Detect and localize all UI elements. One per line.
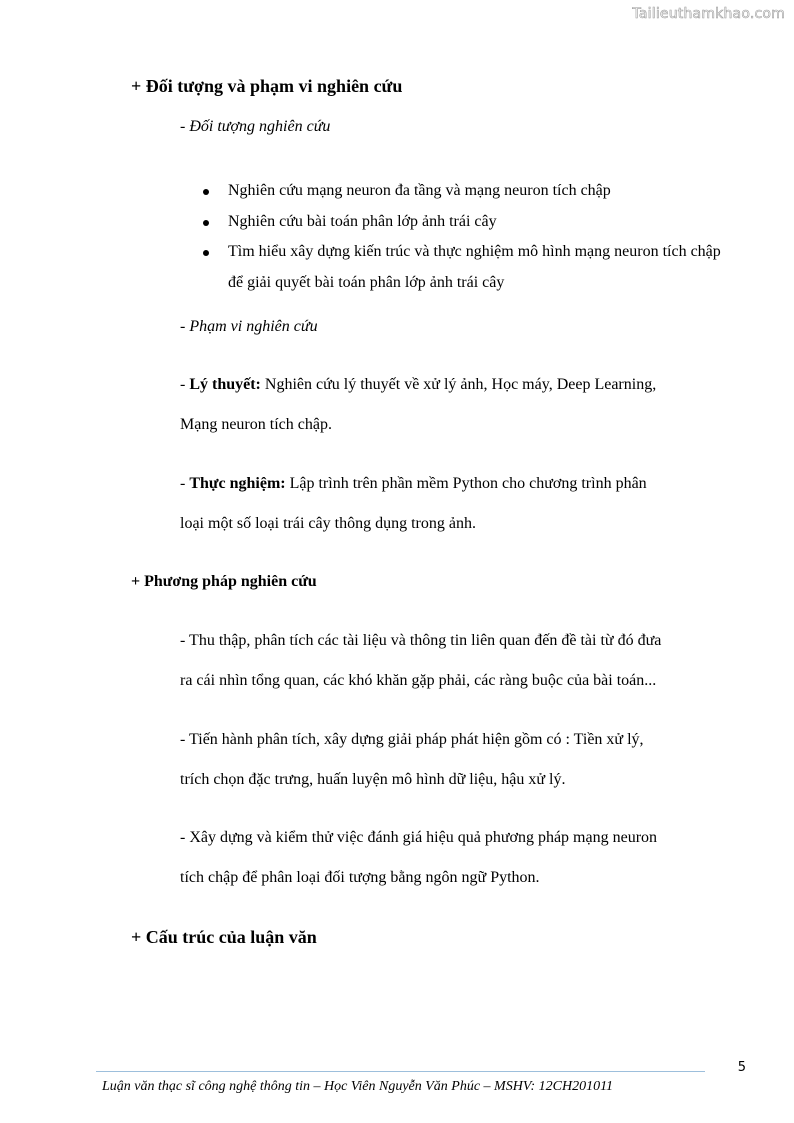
footer-text: Luận văn thạc sĩ công nghệ thông tin – Học Viên Nguyễn Văn Phúc – MSHV: 12CH201011 (102, 1079, 614, 1094)
section-title-methods: + Phương pháp nghiên cứu (131, 573, 317, 590)
list-item: Nghiên cứu bài toán phân lớp ảnh trái cây (203, 207, 723, 238)
practice-label: Thực nghiệm: (189, 475, 286, 492)
method-item-1-line2: ra cái nhìn tổng quan, các khó khăn gặp phải, các ràng buộc của bài toán... (180, 672, 657, 689)
method-item-3-line2: tích chập để phân loại đối tượng bằng ngôn ngữ Python. (180, 869, 540, 886)
list-item: Tìm hiểu xây dựng kiến trúc và thực nghiệm mô hình mạng neuron tích chập để giải quyết bài toán phân lớp ảnh trái cây (203, 237, 723, 298)
list-item: Nghiên cứu mạng neuron đa tầng và mạng neuron tích chập (203, 176, 723, 207)
method-item-1-line1: - Thu thập, phân tích các tài liệu và thông tin liên quan đến đề tài từ đó đưa (180, 632, 662, 649)
footer-divider (96, 1071, 705, 1072)
watermark-text: Tailieuthamkhao.com (632, 6, 785, 22)
method-item-2-line2: trích chọn đặc trưng, huấn luyện mô hình dữ liệu, hậu xử lý. (180, 771, 566, 788)
subheading-research-objects: - Đối tượng nghiên cứu (180, 118, 331, 135)
method-item-2-line1: - Tiến hành phân tích, xây dựng giải pháp phát hiện gồm có : Tiền xử lý, (180, 731, 644, 748)
method-item-3-line1: - Xây dựng và kiểm thử việc đánh giá hiệu quả phương pháp mạng neuron (180, 829, 658, 846)
theory-paragraph-line1: - Lý thuyết: Nghiên cứu lý thuyết về xử lý ảnh, Học máy, Deep Learning, (180, 376, 657, 393)
theory-paragraph-line2: Mạng neuron tích chập. (180, 416, 332, 433)
research-objects-list (203, 176, 723, 298)
section-title-objects-scope: + Đối tượng và phạm vi nghiên cứu (131, 76, 403, 96)
practice-paragraph-line1: - Thực nghiệm: Lập trình trên phần mềm Python cho chương trình phân (180, 475, 647, 492)
page-number: 5 (737, 1060, 746, 1075)
section-title-structure: + Cấu trúc của luận văn (131, 927, 317, 947)
subheading-research-scope: - Phạm vi nghiên cứu (180, 318, 318, 335)
theory-label: Lý thuyết: (189, 376, 261, 393)
practice-paragraph-line2: loại một số loại trái cây thông dụng trong ảnh. (180, 515, 476, 532)
